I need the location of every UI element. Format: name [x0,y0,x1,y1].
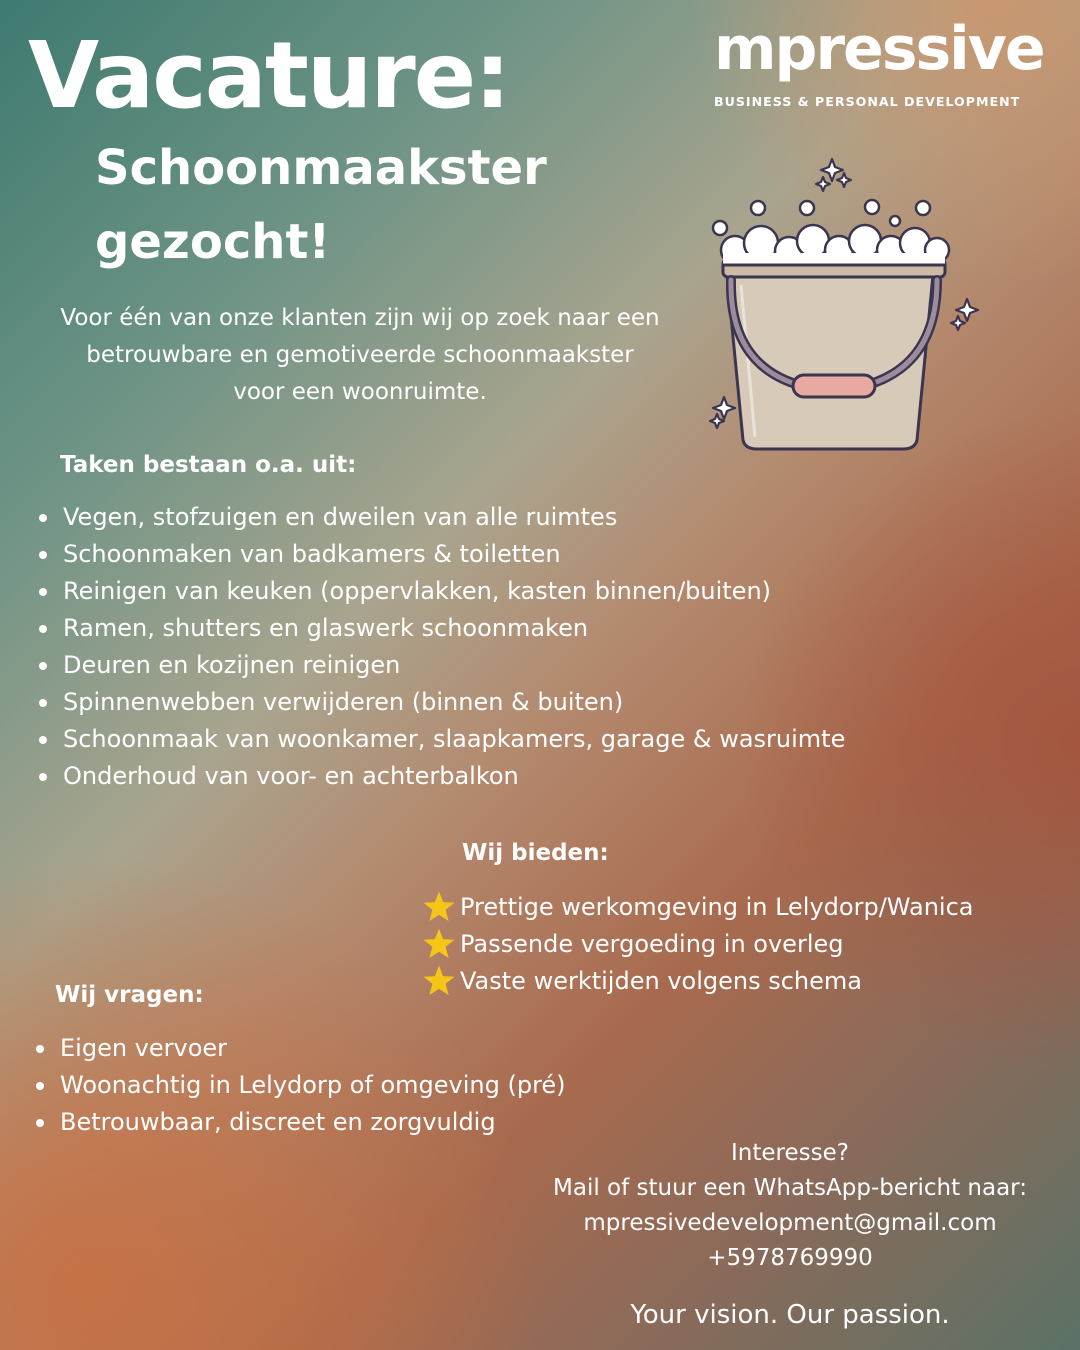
offer-item-label: Prettige werkomgeving in Lelydorp/Wanica [460,892,974,921]
page-title: Vacature: [28,22,509,129]
star-icon [418,962,460,999]
list-item: Onderhoud van voor- en achterbalkon [37,758,845,795]
list-item: Reinigen van keuken (oppervlakken, kasten binnen/buiten) [37,573,845,610]
tasks-list [37,499,845,795]
list-item: Ramen, shutters en glaswerk schoonmaken [37,610,845,647]
intro-text: Voor één van onze klanten zijn wij op zoek naar een betrouwbare en gemotiveerde schoonmaakster voor een woonruimte. [60,305,660,405]
requirements-list [34,1030,566,1141]
list-item [418,888,973,925]
list-item [418,962,973,999]
soapy-bucket-icon [705,155,990,459]
star-icon [418,888,460,925]
list-item: Betrouwbaar, discreet en zorgvuldig [34,1104,566,1141]
list-item: Deuren en kozijnen reinigen [37,647,845,684]
brand-tagline: BUSINESS & PERSONAL DEVELOPMENT [714,94,1021,109]
star-icon [418,925,460,962]
list-item: Schoonmaken van badkamers & toiletten [37,536,845,573]
tasks-heading: Taken bestaan o.a. uit: [60,452,357,478]
list-item [418,925,973,962]
subtitle-line-2: gezocht! [95,214,331,270]
list-item: Schoonmaak van woonkamer, slaapkamers, garage & wasruimte [37,721,845,758]
requirements-heading: Wij vragen: [55,982,204,1008]
offer-item-label: Passende vergoeding in overleg [460,929,844,958]
contact-block [500,1136,1080,1276]
offer-list [418,888,973,999]
slogan: Your vision. Our passion. [630,1300,950,1330]
contact-phone[interactable]: +5978769990 [707,1245,873,1271]
contact-prompt: Interesse? [731,1140,849,1166]
contact-instruction: Mail of stuur een WhatsApp-bericht naar: [553,1175,1027,1201]
list-item: Woonachtig in Lelydorp of omgeving (pré) [34,1067,566,1104]
list-item: Spinnenwebben verwijderen (binnen & buiten) [37,684,845,721]
offer-heading: Wij bieden: [462,840,609,866]
list-item: Eigen vervoer [34,1030,566,1067]
list-item: Vegen, stofzuigen en dweilen van alle ruimtes [37,499,845,536]
offer-item-label: Vaste werktijden volgens schema [460,966,862,995]
subtitle-line-1: Schoonmaakster [95,140,547,196]
brand-logo: mpressive [714,14,1044,84]
contact-email[interactable]: mpressivedevelopment@gmail.com [583,1210,997,1236]
